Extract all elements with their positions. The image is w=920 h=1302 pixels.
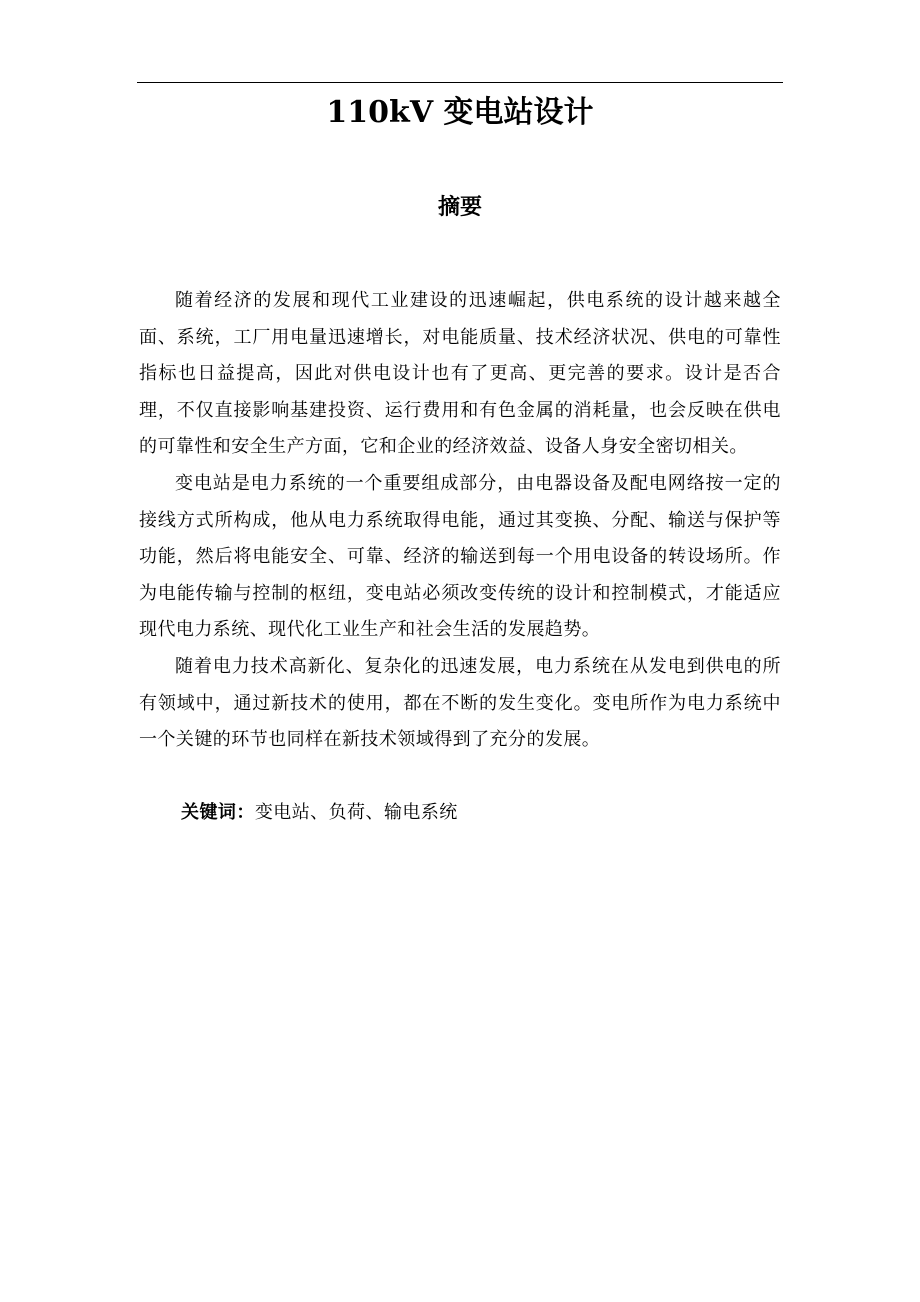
abstract-paragraph: 变电站是电力系统的一个重要组成部分，由电器设备及配电网络按一定的接线方式所构成，他从电力系统取得电能，通过其变换、分配、输送与保护等功能，然后将电能安全、可靠、经济的输送到每一个用电设备的转设场所。作为电能传输与控制的枢纽，变电站必须改变传统的设计和控制模式，才能适应现代电力系统、现代化工业生产和社会生活的发展趋势。 bbox=[139, 472, 781, 641]
abstract-heading: 摘要 bbox=[437, 195, 482, 220]
abstract-body bbox=[139, 283, 781, 759]
abstract-paragraph: 随着电力技术高新化、复杂化的迅速发展，电力系统在从发电到供电的所有领域中，通过新技术的使用，都在不断的发生变化。变电所作为电力系统中一个关键的环节也同样在新技术领域得到了充分的发展。 bbox=[139, 655, 781, 751]
keywords-label: 关键词： bbox=[181, 802, 255, 823]
document-title: 110kV 变电站设计 bbox=[326, 95, 594, 130]
abstract-paragraph: 随着经济的发展和现代工业建设的迅速崛起，供电系统的设计越来越全面、系统，工厂用电量迅速增长，对电能质量、技术经济状况、供电的可靠性指标也日益提高，因此对供电设计也有了更高、更完善的要求。设计是否合理，不仅直接影响基建投资、运行费用和有色金属的消耗量，也会反映在供电的可靠性和安全生产方面，它和企业的经济效益、设备人身安全密切相关。 bbox=[139, 290, 781, 458]
keywords-line bbox=[181, 795, 458, 831]
keywords-value: 变电站、负荷、输电系统 bbox=[254, 802, 458, 823]
header-rule bbox=[137, 82, 783, 83]
